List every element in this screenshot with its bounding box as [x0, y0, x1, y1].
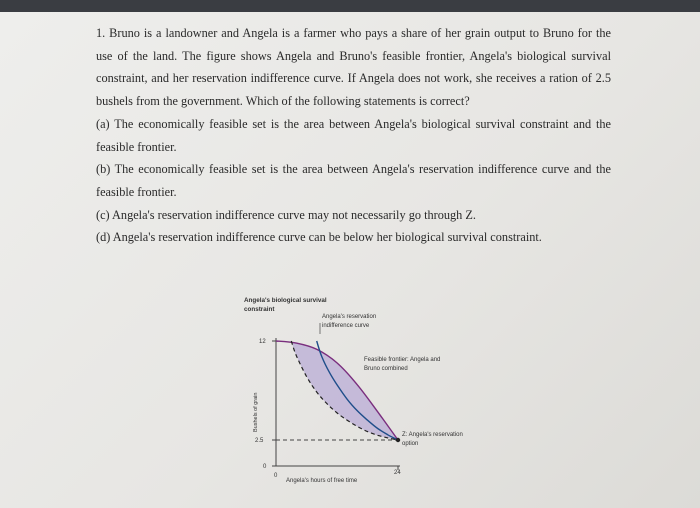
label-frontier-line1: Feasible frontier: Angela and — [364, 357, 441, 363]
option-d: (d) Angela's reservation indifference curve can be below her biological survival constraint. — [96, 230, 542, 245]
question-block — [96, 22, 611, 249]
label-reservation-line1: Angela's reservation — [322, 314, 377, 320]
option-c: (c) Angela's reservation indifference curve may not necessarily go through Z. — [96, 207, 476, 222]
shaded-feasible-area — [291, 341, 398, 440]
x-tick-label-24: 24 — [394, 470, 401, 476]
y-axis-label: Bushels of grain — [253, 392, 259, 432]
x-tick-label-0: 0 — [274, 473, 278, 479]
y-tick-label-12: 12 — [259, 339, 266, 345]
label-reservation-line2: indifference curve — [322, 323, 370, 329]
figure — [230, 290, 510, 500]
y-tick-label-2-5: 2.5 — [255, 438, 264, 444]
x-axis-label: Angela's hours of free time — [286, 478, 358, 484]
y-tick-label-0: 0 — [263, 464, 267, 470]
label-frontier-line2: Bruno combined — [364, 366, 408, 372]
label-z-line2: option — [402, 441, 419, 447]
label-z-line1: Z: Angela's reservation — [402, 432, 463, 438]
question-stem: 1. Bruno is a landowner and Angela is a farmer who pays a share of her grain output to Bruno for the use of the land. The figure shows Angela and Bruno's feasible frontier, Angela's biological survival constraint, and her reservation indifference curve. If Angela does not work, she receives a ration of 2.5 bushels from the government. Which of the following statements is correct? — [96, 26, 611, 109]
figure-svg — [230, 290, 510, 500]
z-point — [396, 438, 400, 442]
label-survival-line1: Angela's biological survival — [244, 297, 327, 304]
option-b: (b) The economically feasible set is the area between Angela's reservation indifference curve and the feasible frontier. — [96, 162, 611, 199]
option-a: (a) The economically feasible set is the area between Angela's biological survival constraint and the feasible frontier. — [96, 116, 611, 154]
label-survival-line2: constraint — [244, 306, 275, 313]
